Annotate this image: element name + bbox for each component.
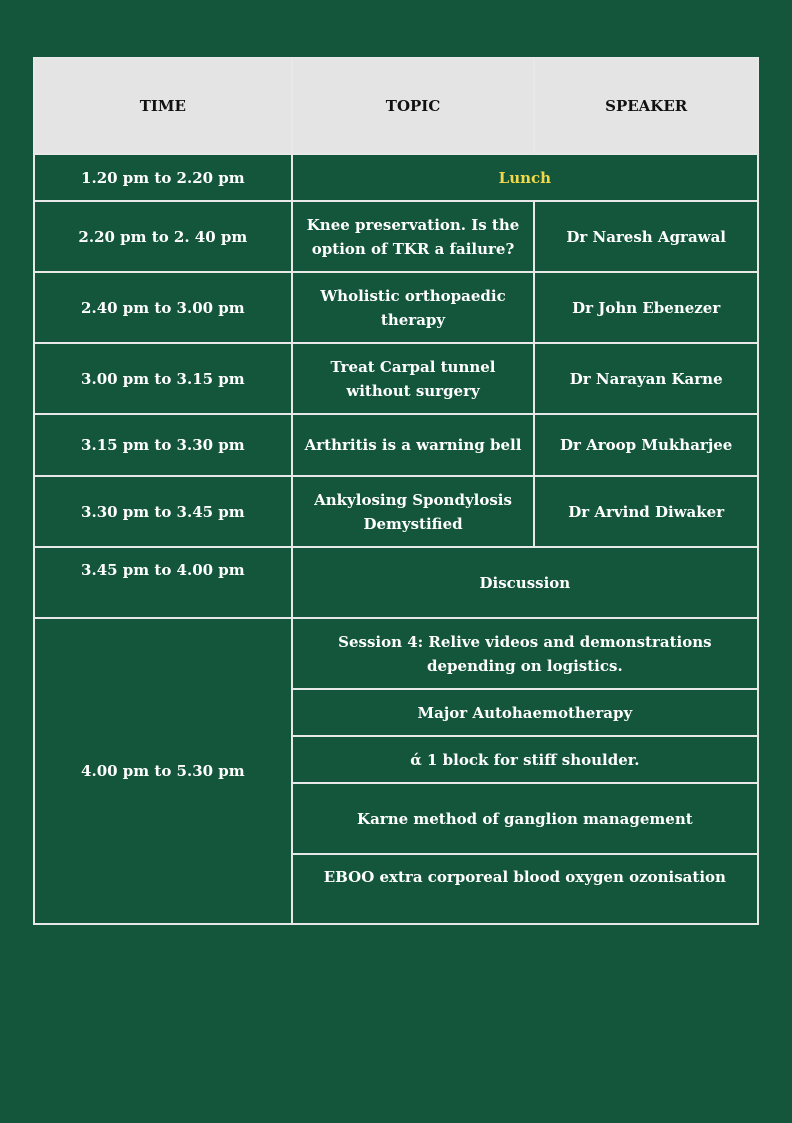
table-row bbox=[34, 547, 758, 618]
table-row bbox=[34, 476, 758, 547]
time-cell: 3.30 pm to 3.45 pm bbox=[34, 476, 292, 547]
time-cell: 3.45 pm to 4.00 pm bbox=[34, 547, 292, 618]
table-row bbox=[34, 272, 758, 343]
time-cell: 1.20 pm to 2.20 pm bbox=[34, 154, 292, 201]
topic-cell: Knee preservation. Is the option of TKR a failure? bbox=[292, 201, 535, 272]
session4-item: Major Autohaemotherapy bbox=[292, 689, 758, 736]
discussion-cell: Discussion bbox=[292, 547, 758, 618]
schedule-table bbox=[33, 57, 759, 925]
speaker-cell: Dr John Ebenezer bbox=[534, 272, 758, 343]
session4-item: Karne method of ganglion management bbox=[292, 783, 758, 854]
time-header: TIME bbox=[34, 58, 292, 154]
speaker-cell: Dr Narayan Karne bbox=[534, 343, 758, 414]
table-row bbox=[34, 201, 758, 272]
topic-cell: Ankylosing Spondylosis Demystified bbox=[292, 476, 535, 547]
header-row bbox=[34, 58, 758, 154]
topic-cell: Arthritis is a warning bell bbox=[292, 414, 535, 476]
session4-item: ά 1 block for stiff shoulder. bbox=[292, 736, 758, 783]
speaker-cell: Dr Arvind Diwaker bbox=[534, 476, 758, 547]
session4-item: Session 4: Relive videos and demonstrations depending on logistics. bbox=[292, 618, 758, 689]
session4-item: EBOO extra corporeal blood oxygen ozonisation bbox=[292, 854, 758, 924]
speaker-cell: Dr Aroop Mukharjee bbox=[534, 414, 758, 476]
time-cell: 3.15 pm to 3.30 pm bbox=[34, 414, 292, 476]
table-row bbox=[34, 343, 758, 414]
lunch-cell: Lunch bbox=[292, 154, 758, 201]
time-cell: 3.00 pm to 3.15 pm bbox=[34, 343, 292, 414]
topic-header: TOPIC bbox=[292, 58, 535, 154]
table-row bbox=[34, 154, 758, 201]
speaker-header: SPEAKER bbox=[534, 58, 758, 154]
speaker-cell: Dr Naresh Agrawal bbox=[534, 201, 758, 272]
topic-cell: Wholistic orthopaedic therapy bbox=[292, 272, 535, 343]
session4-time-cell: 4.00 pm to 5.30 pm bbox=[34, 618, 292, 924]
time-cell: 2.40 pm to 3.00 pm bbox=[34, 272, 292, 343]
table-row bbox=[34, 618, 758, 689]
topic-cell: Treat Carpal tunnel without surgery bbox=[292, 343, 535, 414]
time-cell: 2.20 pm to 2. 40 pm bbox=[34, 201, 292, 272]
table-row bbox=[34, 414, 758, 476]
